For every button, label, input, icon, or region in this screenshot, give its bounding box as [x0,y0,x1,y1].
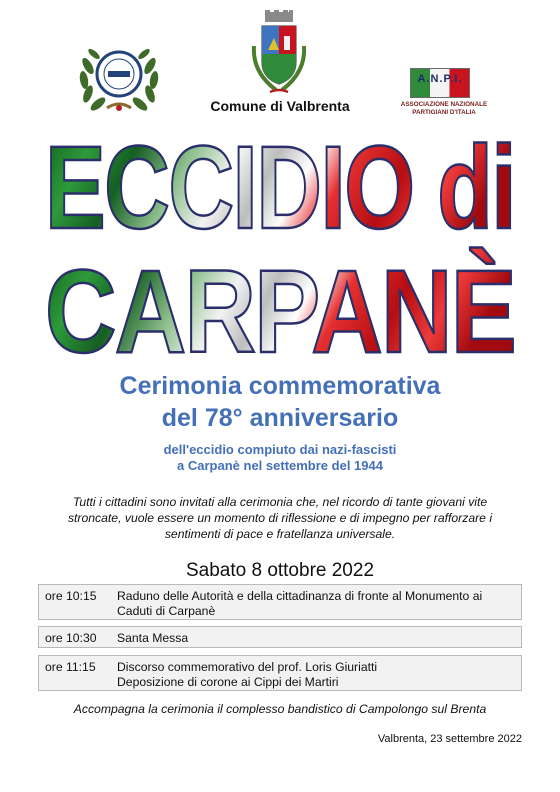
invitation-text [30,494,530,542]
subtitle-line1: Cerimonia commemorativa [119,372,441,400]
event-date: Sabato 8 ottobre 2022 [185,560,375,581]
schedule-row [38,626,522,648]
schedule-description-line2: Deposizione di corone ai Cippi dei Martiri [117,675,339,689]
schedule-row [38,655,522,691]
subtitle-line3: dell'eccidio compiuto dai nazi-fascisti [163,442,397,457]
schedule-time: ore 10:30 [45,631,97,645]
schedule-time: ore 10:15 [45,589,97,603]
headline-line1: ECCIDIO di [45,122,515,254]
invitation-line1: Tutti i cittadini sono invitati alla cerimonia che, nel ricordo di tante giovani vite [72,495,488,509]
anpi-flag-icon [410,68,470,98]
schedule-description [117,660,517,690]
anpi-logo [394,68,494,118]
schedule-description-line2: Caduti di Carpanè [117,604,216,618]
comune-name: Comune di Valbrenta [210,98,350,114]
invitation-line2: stroncate, vuole essere un momento di riflessione e di impegno per rafforzare i [67,511,493,525]
subtitle-line2: del 78° anniversario [161,404,399,432]
invitation-line3: sentimenti di pace e fratellanza universale. [164,527,396,541]
anpi-letters: A.N.P.I. [417,73,463,85]
schedule-description-line1: Santa Messa [117,631,189,645]
laurel-wreath-seal-icon [74,38,164,116]
schedule-description-line1: Discorso commemorativo del prof. Loris Giuriatti [117,660,378,674]
municipal-coat-of-arms-icon [246,10,312,100]
headline [0,120,560,360]
schedule-description [117,631,517,646]
schedule-description-line1: Raduno delle Autorità e della cittadinanza di fronte al Monumento ai [117,589,483,603]
place-and-date: Valbrenta, 23 settembre 2022 [377,733,522,745]
anpi-name-line1: ASSOCIAZIONE NAZIONALE [400,101,488,108]
band-note: Accompagna la cerimonia il complesso bandistico di Campolongo sul Brenta [73,702,487,716]
headline-line2: CARPANÈ [45,246,515,360]
anpi-name-line2: PARTIGIANI D'ITALIA [412,109,476,116]
subtitle-line4: a Carpanè nel settembre del 1944 [177,458,383,473]
schedule-description [117,589,517,619]
schedule-time: ore 11:15 [45,660,96,674]
schedule-row [38,584,522,620]
